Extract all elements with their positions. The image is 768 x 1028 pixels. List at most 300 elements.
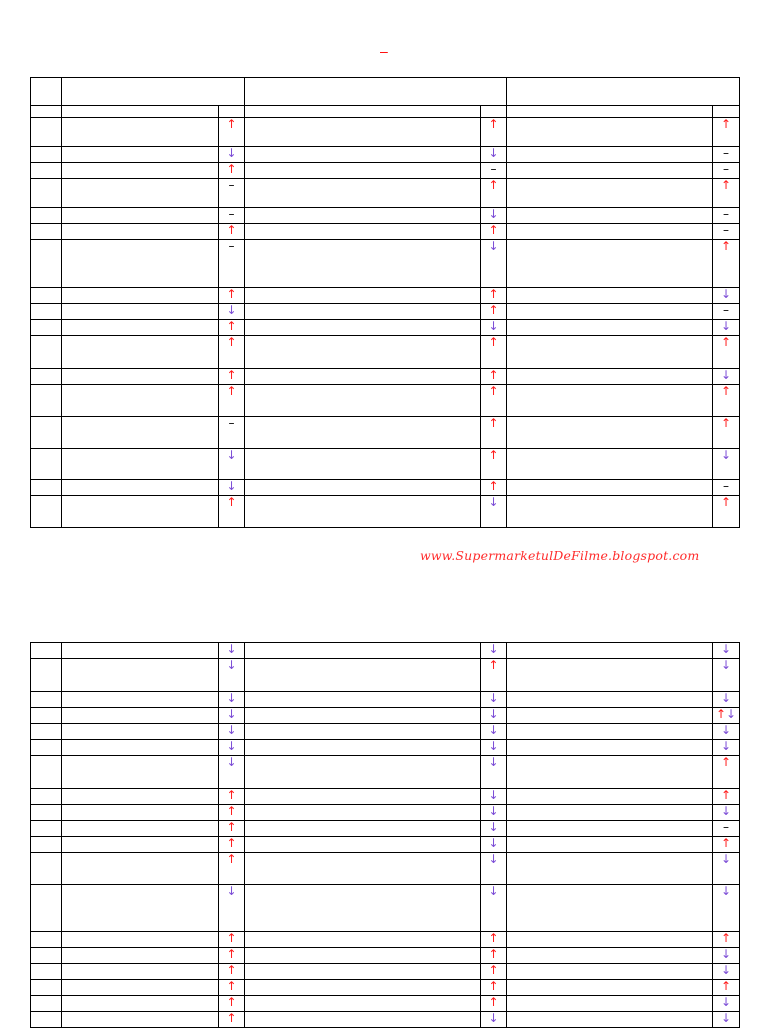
- trend-icon-cell: [219, 240, 245, 288]
- trend-up-icon: ↑: [226, 995, 237, 1009]
- trend-icon-cell: [481, 740, 507, 756]
- trend-down-icon: ↓: [226, 658, 237, 672]
- text-cell: [507, 118, 713, 147]
- trend-icon-cell: [219, 288, 245, 304]
- trend-up-icon: ↑: [488, 979, 499, 993]
- trend-icon-cell: [481, 385, 507, 417]
- text-cell: [507, 369, 713, 385]
- table-row: [31, 948, 740, 964]
- trend-icon-cell: [219, 1012, 245, 1028]
- trend-icon-cell: [481, 320, 507, 336]
- trend-icon-cell: [481, 369, 507, 385]
- trend-icon-cell: [219, 740, 245, 756]
- text-cell: [507, 805, 713, 821]
- trend-up-icon: ↑: [226, 979, 237, 993]
- text-cell: [507, 320, 713, 336]
- trend-icon-cell: [481, 853, 507, 885]
- row-number-cell: [31, 208, 62, 224]
- trend-up-icon: ↑: [488, 947, 499, 961]
- trend-down-icon: ↓: [720, 995, 732, 1009]
- row-number-cell: [31, 837, 62, 853]
- trend-down-icon: ↓: [720, 947, 732, 961]
- row-number-cell: [31, 980, 62, 996]
- trend-icon-cell: [713, 163, 740, 179]
- trend-icon-cell: [219, 208, 245, 224]
- trend-down-icon: ↓: [226, 739, 237, 753]
- trend-up-icon: ↑: [226, 1011, 237, 1025]
- trend-icon-cell: [713, 449, 740, 480]
- trend-icon-cell: [713, 643, 740, 659]
- text-cell: [507, 480, 713, 496]
- trend-icon-cell: [219, 837, 245, 853]
- text-cell: [245, 147, 481, 163]
- trend-down-icon: ↓: [488, 836, 499, 850]
- trend-icon-cell: [481, 480, 507, 496]
- text-cell: [507, 417, 713, 449]
- trend-down-icon: ↓: [488, 495, 499, 509]
- table-row: [31, 821, 740, 837]
- text-cell: [245, 304, 481, 320]
- trend-icon-cell: [713, 385, 740, 417]
- trend-up-icon: ↑: [226, 931, 237, 945]
- trend-up-icon: ↑: [488, 335, 499, 349]
- text-cell: [507, 692, 713, 708]
- trend-up-icon: ↑: [720, 416, 732, 430]
- table-row: [31, 756, 740, 789]
- trend-up-icon: ↑: [226, 162, 237, 176]
- website-link[interactable]: www.SupermarketulDeFilme.blogspot.com: [420, 548, 700, 563]
- trend-down-icon: ↓: [488, 207, 499, 221]
- trend-icon-cell: [481, 789, 507, 805]
- trend-flat-icon: –: [723, 479, 729, 493]
- text-cell: [62, 885, 219, 932]
- text-cell: [245, 756, 481, 789]
- trend-icon-cell: [219, 821, 245, 837]
- text-cell: [62, 147, 219, 163]
- trend-icon-cell: [219, 980, 245, 996]
- subheader-cell: [31, 106, 62, 118]
- row-number-cell: [31, 692, 62, 708]
- table-row: [31, 932, 740, 948]
- trend-down-icon: ↓: [488, 723, 499, 737]
- text-cell: [62, 240, 219, 288]
- trend-icon-cell: [713, 692, 740, 708]
- trend-icon-cell: [481, 756, 507, 789]
- text-cell: [245, 885, 481, 932]
- subheader-cell: [481, 106, 507, 118]
- trend-icon-cell: [713, 853, 740, 885]
- header-cell: [507, 78, 740, 106]
- row-number-cell: [31, 496, 62, 528]
- table-row: [31, 336, 740, 369]
- text-cell: [245, 724, 481, 740]
- subheader-cell: [507, 106, 713, 118]
- trend-icon-cell: [713, 996, 740, 1012]
- trend-icon-cell: [713, 208, 740, 224]
- trend-up-icon: ↑: [488, 448, 499, 462]
- text-cell: [507, 336, 713, 369]
- text-cell: [62, 369, 219, 385]
- trend-icon-cell: [713, 821, 740, 837]
- text-cell: [62, 496, 219, 528]
- trend-flat-icon: –: [723, 162, 729, 176]
- trend-icon-cell: [219, 496, 245, 528]
- text-cell: [62, 932, 219, 948]
- trend-icon-cell: [481, 821, 507, 837]
- trend-icon-cell: [219, 724, 245, 740]
- trend-down-icon: ↓: [488, 739, 499, 753]
- row-number-cell: [31, 336, 62, 369]
- text-cell: [245, 789, 481, 805]
- row-number-cell: [31, 118, 62, 147]
- text-cell: [62, 288, 219, 304]
- trend-down-icon: ↓: [226, 723, 237, 737]
- text-cell: [507, 980, 713, 996]
- row-number-cell: [31, 724, 62, 740]
- trend-up-icon: ↑: [488, 479, 499, 493]
- text-cell: [245, 805, 481, 821]
- trend-down-icon: ↓: [488, 707, 499, 721]
- text-cell: [507, 208, 713, 224]
- trend-down-icon: ↓: [488, 1011, 499, 1025]
- trend-flat-icon: –: [723, 303, 729, 317]
- trend-down-icon: ↓: [488, 239, 499, 253]
- trend-down-icon: ↓: [720, 691, 732, 705]
- trend-up-icon: ↑: [488, 368, 499, 382]
- text-cell: [507, 885, 713, 932]
- text-cell: [507, 740, 713, 756]
- trend-icon-cell: [481, 837, 507, 853]
- subheader-cell: [62, 106, 219, 118]
- trend-down-icon: ↓: [720, 319, 732, 333]
- trend-icon-cell: [481, 1012, 507, 1028]
- table-row: [31, 496, 740, 528]
- table-row: [31, 369, 740, 385]
- trend-up-icon: ↑: [720, 239, 732, 253]
- trend-down-icon: ↓: [226, 642, 237, 656]
- trend-icon-cell: [219, 417, 245, 449]
- trend-icon-cell: [481, 496, 507, 528]
- table-row: [31, 385, 740, 417]
- trend-down-icon: ↓: [226, 691, 237, 705]
- trend-up-icon: ↑: [226, 319, 237, 333]
- text-cell: [62, 417, 219, 449]
- trend-up-icon: ↑: [720, 117, 732, 131]
- trend-up-icon: ↑: [720, 788, 732, 802]
- row-number-cell: [31, 885, 62, 932]
- table-row: [31, 740, 740, 756]
- text-cell: [62, 118, 219, 147]
- trend-down-icon: ↓: [488, 820, 499, 834]
- text-cell: [245, 163, 481, 179]
- row-number-cell: [31, 740, 62, 756]
- trend-up-icon: ↑: [715, 707, 726, 721]
- row-number-cell: [31, 288, 62, 304]
- trend-down-icon: ↓: [488, 852, 499, 866]
- row-number-cell: [31, 240, 62, 288]
- trend-icon-cell: [219, 643, 245, 659]
- trend-icon-cell: [481, 948, 507, 964]
- text-cell: [62, 853, 219, 885]
- table-row: [31, 163, 740, 179]
- text-cell: [507, 964, 713, 980]
- trend-down-icon: ↓: [488, 319, 499, 333]
- trend-icon-cell: [219, 147, 245, 163]
- table-row: [31, 853, 740, 885]
- trend-up-icon: ↑: [226, 117, 237, 131]
- trend-up-icon: ↑: [720, 836, 732, 850]
- text-cell: [245, 208, 481, 224]
- trend-down-icon: ↓: [488, 755, 499, 769]
- trend-up-icon: ↑: [226, 836, 237, 850]
- trend-up-icon: ↑: [488, 223, 499, 237]
- text-cell: [62, 996, 219, 1012]
- text-cell: [507, 643, 713, 659]
- text-cell: [507, 496, 713, 528]
- trend-icon-cell: [713, 240, 740, 288]
- trend-icon-cell: [219, 805, 245, 821]
- text-cell: [62, 163, 219, 179]
- text-cell: [245, 385, 481, 417]
- text-cell: [245, 224, 481, 240]
- trend-up-icon: ↑: [488, 995, 499, 1009]
- row-number-cell: [31, 304, 62, 320]
- trend-up-icon: ↑: [720, 979, 732, 993]
- text-cell: [245, 837, 481, 853]
- text-cell: [507, 659, 713, 692]
- trend-down-icon: ↓: [488, 884, 499, 898]
- text-cell: [507, 385, 713, 417]
- text-cell: [245, 336, 481, 369]
- trend-icon-cell: [481, 724, 507, 740]
- text-cell: [62, 336, 219, 369]
- trend-up-icon: ↑: [720, 384, 732, 398]
- trend-icon-cell: [481, 932, 507, 948]
- row-number-cell: [31, 756, 62, 789]
- text-cell: [245, 821, 481, 837]
- text-cell: [507, 708, 713, 724]
- trend-icon-cell: [713, 336, 740, 369]
- table-row: [31, 208, 740, 224]
- trend-icon-cell: [481, 336, 507, 369]
- row-number-cell: [31, 643, 62, 659]
- table-row: [31, 304, 740, 320]
- trend-icon-cell: [713, 885, 740, 932]
- text-cell: [245, 179, 481, 208]
- table-row: [31, 147, 740, 163]
- trend-icon-cell: [481, 208, 507, 224]
- text-cell: [62, 320, 219, 336]
- trend-icon-cell: [481, 417, 507, 449]
- trend-icon-cell: [219, 885, 245, 932]
- table-row: [31, 724, 740, 740]
- trend-up-icon: ↑: [720, 755, 732, 769]
- title-mark: –: [380, 43, 388, 59]
- trend-down-icon: ↓: [488, 146, 499, 160]
- table-row: [31, 118, 740, 147]
- trend-icon-cell: [713, 224, 740, 240]
- row-number-cell: [31, 179, 62, 208]
- trend-icon-cell: [713, 417, 740, 449]
- trend-up-icon: ↑: [226, 804, 237, 818]
- table-row: [31, 885, 740, 932]
- row-number-cell: [31, 163, 62, 179]
- trend-icon-cell: [481, 179, 507, 208]
- table-row: [31, 480, 740, 496]
- row-number-cell: [31, 417, 62, 449]
- text-cell: [245, 980, 481, 996]
- text-cell: [245, 417, 481, 449]
- row-number-cell: [31, 821, 62, 837]
- trend-down-icon: ↓: [720, 884, 732, 898]
- text-cell: [507, 724, 713, 740]
- table-header-row: [31, 78, 740, 106]
- row-number-cell: [31, 964, 62, 980]
- trend-icon-cell: [481, 980, 507, 996]
- table-row: [31, 449, 740, 480]
- trend-icon-cell: [219, 369, 245, 385]
- text-cell: [507, 147, 713, 163]
- text-cell: [245, 659, 481, 692]
- trend-icon-cell: [219, 756, 245, 789]
- trend-down-icon: ↓: [226, 707, 237, 721]
- trend-down-icon: ↓: [720, 723, 732, 737]
- trend-icon-cell: [219, 385, 245, 417]
- trend-icon-cell: [219, 163, 245, 179]
- row-number-cell: [31, 996, 62, 1012]
- text-cell: [245, 288, 481, 304]
- trend-icon-cell: [481, 659, 507, 692]
- trend-icon-cell: [219, 659, 245, 692]
- table-row: [31, 692, 740, 708]
- text-cell: [62, 304, 219, 320]
- text-cell: [245, 996, 481, 1012]
- trend-icon-cell: [481, 885, 507, 932]
- trend-icon-cell: [481, 805, 507, 821]
- trend-flat-icon: –: [723, 207, 729, 221]
- table-row: [31, 320, 740, 336]
- table-row: [31, 837, 740, 853]
- trend-icon-cell: [713, 369, 740, 385]
- trend-icon-cell: [219, 118, 245, 147]
- trend-icon-cell: [219, 948, 245, 964]
- row-number-cell: [31, 480, 62, 496]
- trend-down-icon: ↓: [720, 368, 732, 382]
- trend-icon-cell: [713, 980, 740, 996]
- text-cell: [507, 304, 713, 320]
- trend-icon-cell: [219, 708, 245, 724]
- table-row: [31, 224, 740, 240]
- trend-flat-icon: –: [228, 207, 235, 221]
- trend-up-icon: ↑: [226, 287, 237, 301]
- text-cell: [245, 853, 481, 885]
- trend-icon-cell: [481, 147, 507, 163]
- trend-icon-cell: [713, 964, 740, 980]
- trend-icon-cell: [713, 496, 740, 528]
- trend-down-icon: ↓: [226, 884, 237, 898]
- trend-icon-cell: [481, 240, 507, 288]
- row-number-cell: [31, 224, 62, 240]
- header-cell: [31, 78, 62, 106]
- trend-up-icon: ↑: [226, 384, 237, 398]
- trend-icon-cell: [219, 964, 245, 980]
- row-number-cell: [31, 147, 62, 163]
- trend-up-icon: ↑: [226, 223, 237, 237]
- trend-icon-cell: [713, 480, 740, 496]
- trend-flat-icon: –: [228, 178, 235, 192]
- trend-icon-cell: [219, 320, 245, 336]
- text-cell: [245, 708, 481, 724]
- trend-down-icon: ↓: [720, 658, 732, 672]
- trend-icon-cell: [219, 789, 245, 805]
- text-cell: [245, 118, 481, 147]
- trend-down-icon: ↓: [488, 642, 499, 656]
- trend-flat-icon: –: [723, 223, 729, 237]
- table-row: [31, 288, 740, 304]
- trend-icon-cell: [219, 179, 245, 208]
- text-cell: [62, 821, 219, 837]
- trend-icon-cell: [481, 996, 507, 1012]
- trend-icon-cell: [713, 805, 740, 821]
- trend-down-icon: ↓: [226, 146, 237, 160]
- trend-down-icon: ↓: [226, 479, 237, 493]
- text-cell: [62, 1012, 219, 1028]
- trend-down-icon: ↓: [720, 852, 732, 866]
- text-cell: [245, 1012, 481, 1028]
- text-cell: [62, 740, 219, 756]
- trend-icon-cell: [713, 789, 740, 805]
- text-cell: [507, 288, 713, 304]
- text-cell: [62, 964, 219, 980]
- table-row: [31, 659, 740, 692]
- subheader-cell: [713, 106, 740, 118]
- row-number-cell: [31, 853, 62, 885]
- trend-icon-cell: [219, 996, 245, 1012]
- trend-up-icon: ↑: [488, 287, 499, 301]
- text-cell: [507, 240, 713, 288]
- trend-up-icon: ↑: [226, 820, 237, 834]
- table-row: [31, 179, 740, 208]
- trend-icon-cell: [713, 756, 740, 789]
- trend-icon-cell: [481, 118, 507, 147]
- row-number-cell: [31, 708, 62, 724]
- text-cell: [245, 480, 481, 496]
- text-cell: [245, 740, 481, 756]
- text-cell: [245, 369, 481, 385]
- trend-down-icon: ↓: [226, 448, 237, 462]
- header-cell: [245, 78, 507, 106]
- trend-up-icon: ↑: [226, 963, 237, 977]
- table-row: [31, 805, 740, 821]
- text-cell: [62, 948, 219, 964]
- text-cell: [62, 692, 219, 708]
- trend-up-icon: ↑: [488, 384, 499, 398]
- trend-down-icon: ↓: [226, 755, 237, 769]
- trend-down-icon: ↓: [720, 448, 732, 462]
- trend-down-icon: ↓: [720, 1011, 732, 1025]
- text-cell: [507, 224, 713, 240]
- trend-icon-cell: [219, 304, 245, 320]
- trend-flat-icon: –: [490, 162, 497, 176]
- text-cell: [507, 789, 713, 805]
- table-row: [31, 964, 740, 980]
- trend-icon-cell: [713, 288, 740, 304]
- row-number-cell: [31, 385, 62, 417]
- text-cell: [62, 385, 219, 417]
- text-cell: [245, 240, 481, 288]
- trend-icon-cell: [219, 224, 245, 240]
- text-cell: [62, 980, 219, 996]
